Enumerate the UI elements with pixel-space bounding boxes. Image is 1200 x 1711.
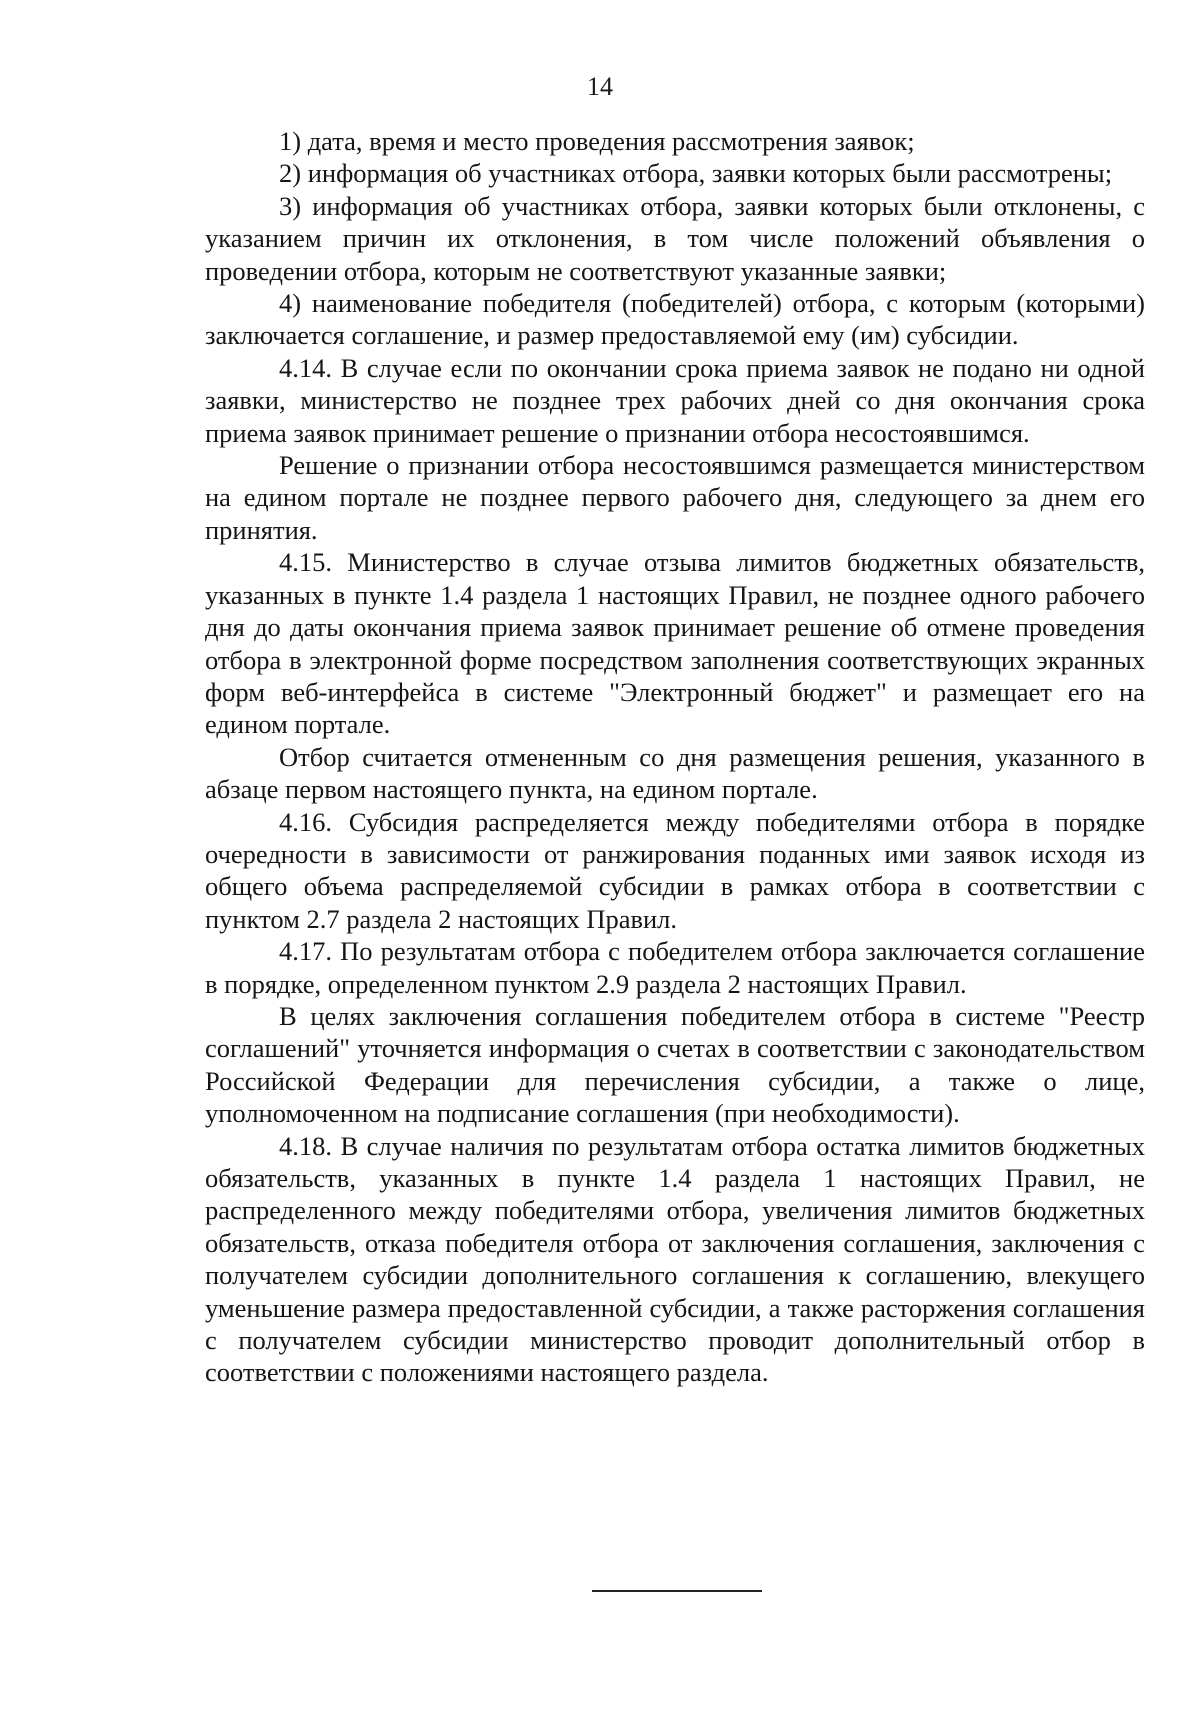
paragraph-item-4: 4) наименование победителя (победителей) отбора, с которым (которыми) заключается соглашение, и размер предоставляемой ему (им) субсидии.	[205, 288, 1145, 351]
page-number: 14	[587, 72, 613, 101]
paragraph-clause-4-14-decision: Решение о признании отбора несостоявшимся размещается министерством на едином портале не позднее первого рабочего дня, следующего за днем его принятия.	[205, 450, 1145, 545]
paragraph-item-3: 3) информация об участниках отбора, заявки которых были отклонены, с указанием причин их отклонения, в том числе положений объявления о проведении отбора, которым не соответствуют указанные заявки;	[205, 190, 1145, 286]
paragraph-clause-4-17-registry: В целях заключения соглашения победителем отбора в системе "Реестр соглашений" уточняется информация о счетах в соответствии с законодательством Российской Федерации для перечисления субсидии, а также о лице, уполномоченном на подписание соглашения (при необходимости).	[205, 1000, 1145, 1129]
paragraph-clause-4-15-cancellation: Отбор считается отмененным со дня размещения решения, указанного в абзаце первом настоящего пункта, на едином портале.	[205, 741, 1145, 805]
paragraph-item-1: 1) дата, время и место проведения рассмотрения заявок;	[279, 126, 915, 156]
paragraph-clause-4-17: 4.17. По результатам отбора с победителем отбора заключается соглашение в порядке, определенном пунктом 2.9 раздела 2 настоящих Правил.	[205, 936, 1145, 999]
paragraph-clause-4-16: 4.16. Субсидия распределяется между победителями отбора в порядке очередности в зависимости от ранжирования поданных ими заявок исходя из общего объема распределяемой субсидии в рамках отбора в соответствии с пунктом 2.7 раздела 2 настоящих Правил.	[205, 806, 1145, 934]
paragraph-clause-4-15: 4.15. Министерство в случае отзыва лимитов бюджетных обязательств, указанных в пункте 1.4 раздела 1 настоящих Правил, не позднее одного рабочего дня до даты окончания приема заявок принимает решение об отмене проведения отбора в электронной форме посредством заполнения соответствующих экранных форм веб-интерфейса в системе "Электронный бюджет" и размещает его на едином портале.	[205, 547, 1145, 740]
paragraph-clause-4-18: 4.18. В случае наличия по результатам отбора остатка лимитов бюджетных обязательств, указанных в пункте 1.4 раздела 1 настоящих Правил, не распределенного между победителями отбора, увеличения лимитов бюджетных обязательств, отказа победителя отбора от заключения соглашения, заключения с получателем субсидии дополнительного соглашения к соглашению, влекущего уменьшение размера предоставленной субсидии, а также расторжения соглашения с получателем субсидии министерство проводит дополнительный отбор в соответствии с положениями настоящего раздела.	[205, 1130, 1145, 1388]
paragraph-clause-4-14: 4.14. В случае если по окончании срока приема заявок не подано ни одной заявки, министерство не позднее трех рабочих дней со дня окончания срока приема заявок принимает решение о признании отбора несостоявшимся.	[205, 352, 1145, 448]
closing-divider	[592, 1590, 762, 1592]
document-body	[205, 125, 1145, 1389]
paragraph-item-2: 2) информация об участниках отбора, заявки которых были рассмотрены;	[279, 158, 1113, 189]
